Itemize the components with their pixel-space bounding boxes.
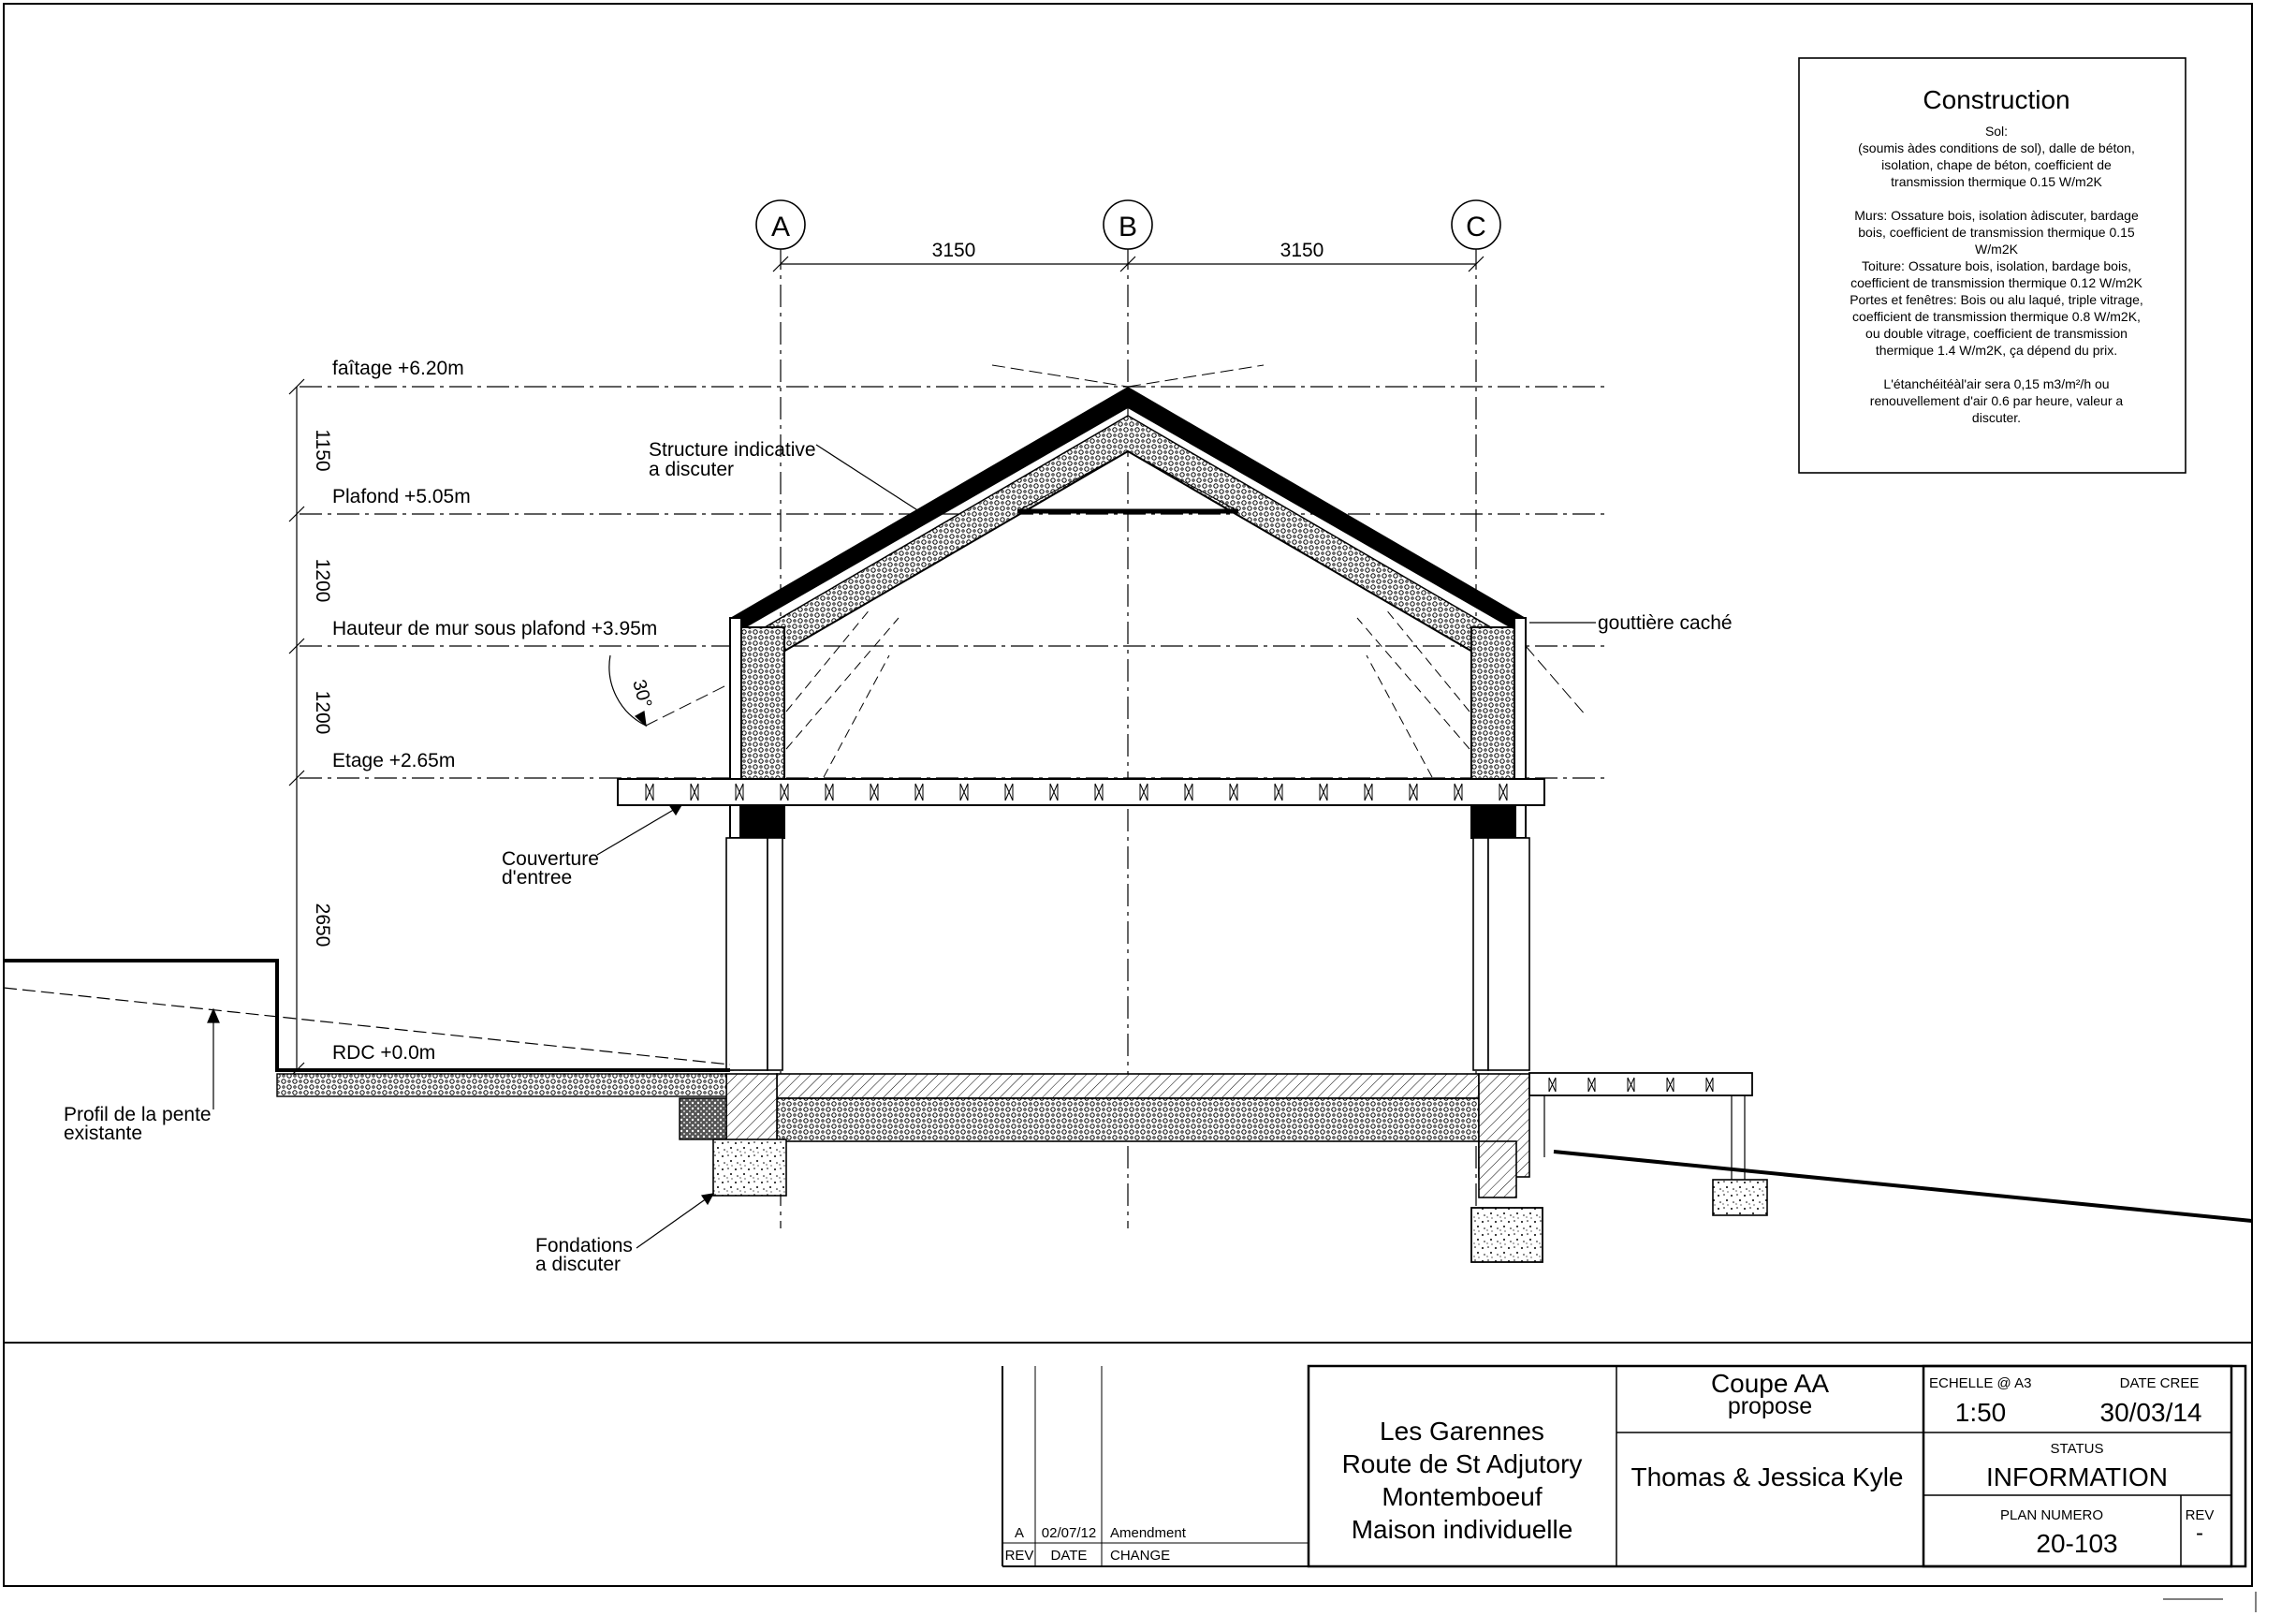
dim-ab: 3150 xyxy=(931,240,976,261)
construction-note-line: Murs: Ossature bois, isolation àdiscuter, bardage xyxy=(1854,208,2139,223)
dim-bc: 3150 xyxy=(1280,240,1324,261)
rev-row-change: Amendment xyxy=(1110,1525,1186,1541)
note-profil-line2: existante xyxy=(64,1123,143,1144)
address-line-1: Les Garennes xyxy=(1380,1417,1544,1446)
grid-bubble-b xyxy=(1104,200,1152,249)
date-label: DATE CREE xyxy=(2119,1375,2200,1391)
construction-note-line: coefficient de transmission thermique 0.12 W/m2K xyxy=(1850,275,2142,290)
address-line-3: Montemboeuf xyxy=(1382,1482,1543,1511)
roof-guide-lines xyxy=(646,365,1587,726)
grid-bubble-a xyxy=(756,200,805,249)
construction-note-line: ou double vitrage, coefficient de transmission xyxy=(1865,326,2128,341)
level-plafond: Plafond +5.05m xyxy=(332,486,471,507)
vdim-2: 1200 xyxy=(312,558,333,603)
drawing-title: Coupe AA xyxy=(1710,1369,1830,1398)
terrain-right xyxy=(1471,1073,2252,1262)
rev-header-change: CHANGE xyxy=(1110,1548,1171,1564)
rev-label: REV xyxy=(2185,1507,2215,1523)
angle-label: 30° xyxy=(628,677,656,711)
address-line-2: Route de St Adjutory xyxy=(1341,1449,1583,1478)
construction-note-line: transmission thermique 0.15 W/m2K xyxy=(1891,174,2102,189)
note-profil-line1: Profil de la pente xyxy=(64,1104,212,1125)
construction-note-line: renouvellement d'air 0.6 par heure, valeur a xyxy=(1869,393,2124,408)
rev-value: - xyxy=(2196,1521,2203,1546)
level-ticks xyxy=(289,379,304,1078)
scale-value: 1:50 xyxy=(1954,1398,2007,1427)
vdim-3: 1200 xyxy=(312,690,333,735)
plan-number-label: PLAN NUMERO xyxy=(1999,1507,2104,1523)
status-value: INFORMATION xyxy=(1986,1462,2168,1491)
rev-row-date: 02/07/12 xyxy=(1041,1525,1097,1541)
rev-header-date: DATE xyxy=(1050,1548,1088,1564)
etage-floor xyxy=(618,779,1544,838)
client-name: Thomas & Jessica Kyle xyxy=(1631,1462,1904,1491)
construction-note-line: coefficient de transmission thermique 0.8 W/m2K, xyxy=(1852,309,2141,324)
rev-row-rev: A xyxy=(1014,1525,1025,1541)
construction-note-line: discuter. xyxy=(1971,410,2022,425)
terrain-left xyxy=(4,961,786,1196)
rev-header-rev: REV xyxy=(1004,1548,1034,1564)
level-rdc: RDC +0.0m xyxy=(332,1042,436,1064)
drawing-subtitle: propose xyxy=(1727,1393,1813,1419)
note-couverture-line1: Couverture xyxy=(502,848,599,870)
ground-slab xyxy=(726,1074,1529,1197)
construction-note-line: (soumis àdes conditions de sol), dalle de béton, xyxy=(1858,140,2135,155)
construction-note-line: thermique 1.4 W/m2K, ça dépend du prix. xyxy=(1875,343,2118,358)
construction-note-line: bois, coefficient de transmission thermique 0.15 xyxy=(1858,225,2135,240)
construction-note-line: Sol: xyxy=(1984,124,2009,139)
construction-note-line: isolation, chape de béton, coefficient de xyxy=(1881,157,2112,172)
level-faitage: faîtage +6.20m xyxy=(332,358,464,379)
construction-note-line: W/m2K xyxy=(1975,242,2018,257)
construction-note-line: Toiture: Ossature bois, isolation, bardage bois, xyxy=(1862,258,2131,273)
grid-bubble-c xyxy=(1452,200,1500,249)
svg-text:B: B xyxy=(1118,212,1138,242)
date-value: 30/03/14 xyxy=(2099,1398,2202,1427)
construction-note-line: L'étanchéitéàl'air sera 0,15 m3/m²/h ou xyxy=(1883,376,2110,391)
vdim-1: 1150 xyxy=(312,429,333,472)
level-hauteur-mur: Hauteur de mur sous plafond +3.95m xyxy=(332,618,658,639)
plan-number: 20-103 xyxy=(2036,1529,2118,1558)
address-line-4: Maison individuelle xyxy=(1351,1515,1573,1544)
note-gouttiere: gouttière caché xyxy=(1598,612,1733,634)
vdim-4: 2650 xyxy=(312,903,333,948)
note-structure-line2: a discuter xyxy=(649,459,735,480)
note-fondations-line2: a discuter xyxy=(535,1254,622,1275)
svg-text:C: C xyxy=(1466,212,1486,242)
scale-label: ECHELLE @ A3 xyxy=(1929,1375,2032,1391)
construction-title: Construction xyxy=(1923,85,2070,114)
note-couverture-line2: d'entree xyxy=(502,867,573,889)
note-fondations-line1: Fondations xyxy=(535,1235,633,1256)
svg-text:A: A xyxy=(770,212,791,242)
level-etage: Etage +2.65m xyxy=(332,750,456,771)
status-label: STATUS xyxy=(2050,1441,2104,1457)
construction-note-line: Portes et fenêtres: Bois ou alu laqué, triple vitrage, xyxy=(1850,292,2143,307)
note-structure-line1: Structure indicative xyxy=(649,439,816,461)
